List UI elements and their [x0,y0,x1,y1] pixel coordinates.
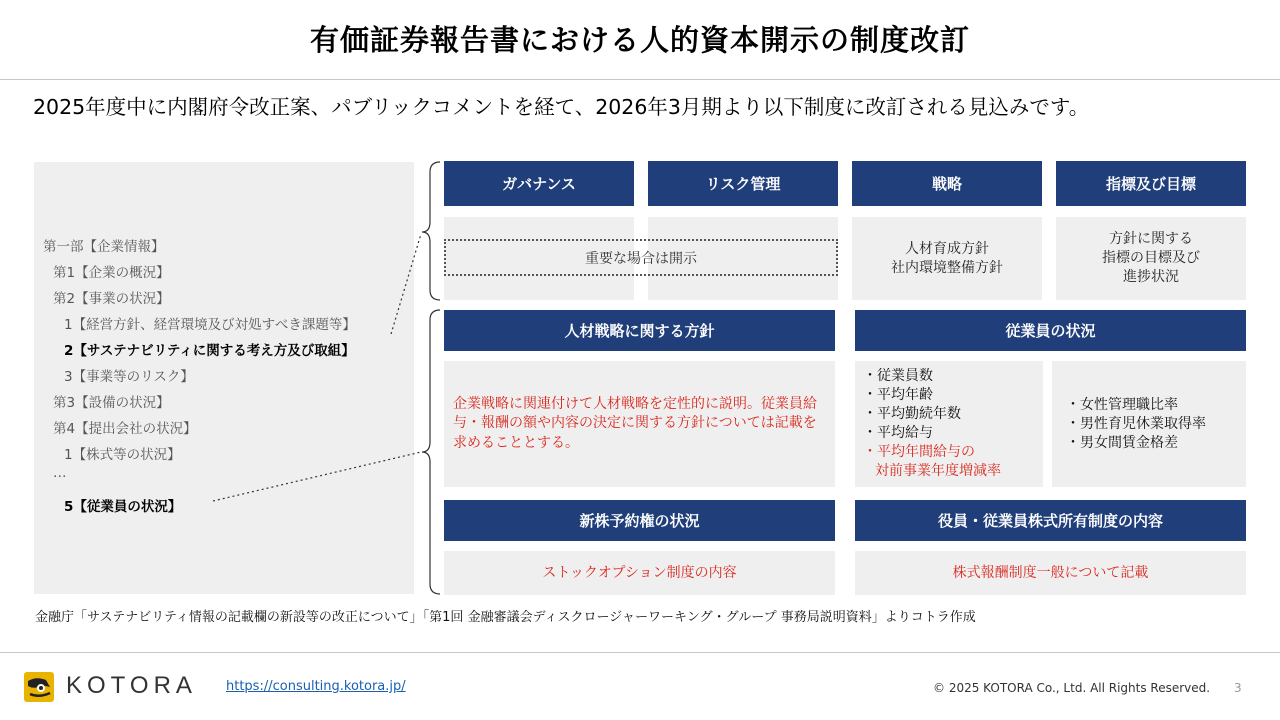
list-item: ・男女間賃金格差 [1066,434,1178,451]
header-metrics: 指標及び目標 [1056,161,1246,206]
metrics-line: 方針に関する [1109,231,1193,247]
list-item: ・平均勤続年数 [863,406,961,422]
strategy-line: 社内環境整備方針 [891,259,1003,276]
lead-text: 2025年度中に内閣府令改正案、パブリックコメントを経て、2026年3月期より以下制度に改訂される見込みです。 [33,95,1090,119]
list-item: ・従業員数 [863,368,933,384]
toc-item: 1【経営方針、経営環境及び対処すべき課題等】 [64,317,356,333]
toc-item: 第4【提出会社の状況】 [53,421,197,437]
logo-wordmark: KOTORA [66,672,197,699]
metrics-line: 進捗状況 [1123,269,1179,285]
toc-item-sustainability: 2【サステナビリティに関する考え方及び取組】 [64,343,355,359]
header-governance: ガバナンス [444,161,634,206]
toc-item: 第2【事業の状況】 [53,291,170,307]
list-item-new: ・平均年間給与の [863,444,975,460]
website-link[interactable]: https://consulting.kotora.jp/ [226,679,406,694]
list-item: ・平均給与 [863,425,933,441]
tiger-logo-icon [24,672,54,702]
list-item: ・男性育児休業取得率 [1066,415,1206,432]
header-hr-strategy-policy: 人材戦略に関する方針 [444,310,835,351]
header-stock-ownership: 役員・従業員株式所有制度の内容 [855,500,1246,541]
dotted-connector-employees [213,452,421,501]
copyright: © 2025 KOTORA Co., Ltd. All Rights Reserved. [933,681,1211,695]
toc-item-employees: 5【従業員の状況】 [64,499,182,515]
toc-item: 第3【設備の状況】 [53,395,170,411]
cell-hr-strategy-policy [444,361,835,487]
cell-stock-ownership: 株式報酬制度一般について記載 [855,551,1246,595]
footer-divider [0,652,1280,653]
cell-employee-list-2 [1052,361,1246,487]
metrics-line: 指標の目標及び [1102,250,1200,266]
list-item: ・平均年齢 [863,387,933,403]
employee-list-1 [855,367,1001,481]
strategy-line: 人材育成方針 [905,240,989,257]
cell-stock-option: ストックオプション制度の内容 [444,551,835,595]
toc-item: 1【株式等の状況】 [64,447,181,463]
list-item-new: 対前事業年度増減率 [875,463,1001,479]
cell-strategy [852,217,1042,300]
header-stock-option: 新株予約権の状況 [444,500,835,541]
header-employee-status: 従業員の状況 [855,310,1246,351]
important-disclosure-box: 重要な場合は開示 [444,239,838,276]
cell-metrics [1056,217,1246,300]
dotted-connector-sustainability [391,234,421,334]
toc-item: 第1【企業の概況】 [53,265,170,281]
upper-brace [422,162,440,300]
header-risk-management: リスク管理 [648,161,838,206]
source-note: 金融庁「サステナビリティ情報の記載欄の新設等の改正について」「第1回 金融審議会ディスクロージャーワーキング・グループ 事務局説明資料」よりコトラ作成 [35,610,976,625]
toc-item: 第一部【企業情報】 [43,239,165,255]
employee-list-2 [1052,396,1206,453]
header-strategy: 戦略 [852,161,1042,206]
list-item: ・女性管理職比率 [1066,396,1178,413]
lower-brace [422,310,440,594]
toc-ellipsis: … [53,465,67,481]
cell-employee-list-1 [855,361,1043,487]
policy-text: 企業戦略に関連付けて人材戦略を定性的に説明。従業員給与・報酬の額や内容の決定に関する方針については記載を求めることとする。 [453,395,817,451]
page-title: 有価証券報告書における人的資本開示の制度改訂 [309,23,970,57]
page-number: 3 [1234,681,1242,695]
toc-item: 3【事業等のリスク】 [64,369,194,385]
